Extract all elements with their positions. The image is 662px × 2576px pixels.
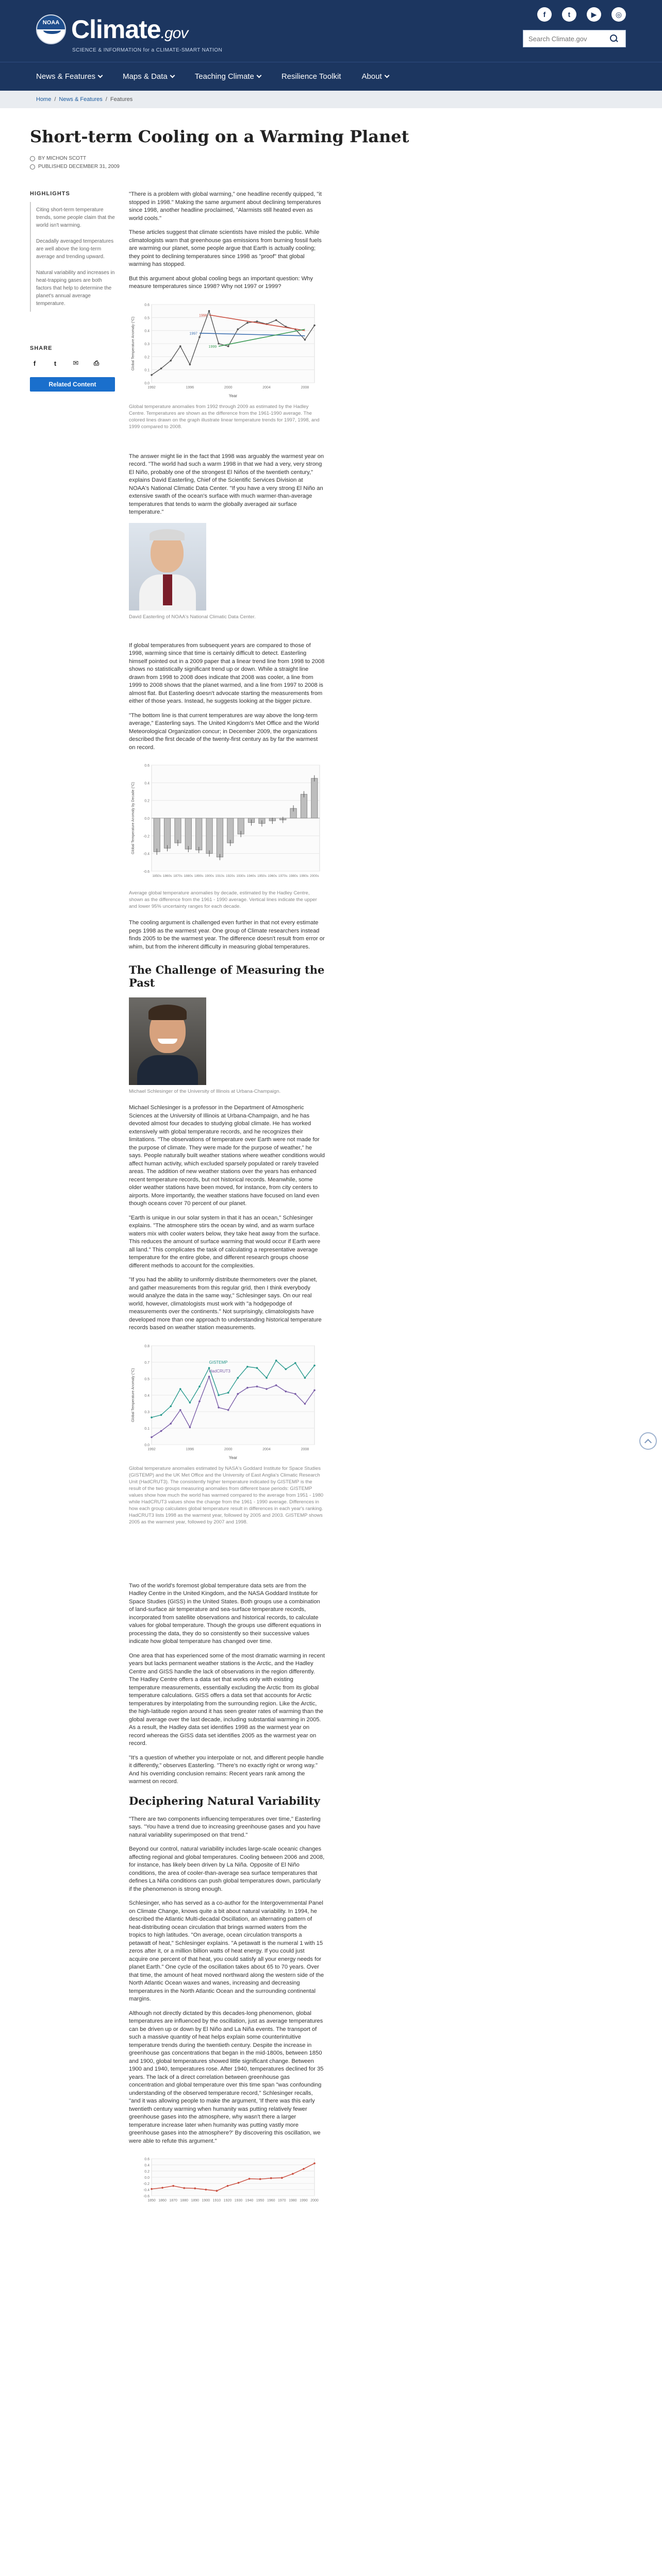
y-tick-label: 0.6 (144, 764, 150, 768)
y-tick-label: 0.6 (144, 303, 150, 307)
x-tick-label: 1996 (186, 385, 194, 389)
chart-caption-3: Global temperature anomalies estimated by NASA's Goddard Institute for Space Studies (GISTEMP) and the UK Met Office and the University of East Anglia's Climatic Research Unit (HadCRUT3). The consistently higher temperature indicated by GISTEMP is the result of the two groups measuring anomalies from different base periods: GISTEMP values show how much the world has warmed compared to the average from 1951 - 1980 while HadCRUT3 values show the change from the 1961 - 1990 average. Differences in how each group calculates global temperature result in differences in each year's ranking. HadCRUT3 lists 1998 as the warmest year, followed by 2005 and 2003. GISTEMP shows 2005 as the warmest year, followed by 2007 and 1998. (129, 1465, 324, 1525)
x-tick-label: 1870 (169, 2199, 177, 2202)
twitter-icon[interactable]: t (562, 7, 576, 22)
highlight-item: Decadally averaged temperatures are well above the long-term average and trending upward. (30, 233, 115, 265)
y-axis-label: Global Temperature Anomaly (°C) (131, 1368, 135, 1422)
highlight-item: Citing short-term temperature trends, some people claim that the world isn't warming. (30, 202, 115, 233)
data-point (170, 1405, 172, 1407)
x-tick-label: 1990s (299, 874, 309, 878)
series-label: HadCRUT3 (209, 1368, 230, 1374)
x-tick-label: 2000 (224, 385, 233, 389)
bar (164, 818, 170, 848)
x-tick-label: 1910s (215, 874, 225, 878)
share-heading: SHARE (30, 345, 53, 351)
x-tick-label: 1992 (147, 1447, 156, 1451)
data-point (246, 321, 249, 324)
y-tick-label: 0.4 (144, 1394, 150, 1398)
chevron-down-icon (384, 73, 389, 78)
chart-century-trend (129, 2151, 325, 2213)
nav-item-3[interactable]: Resilience Toolkit (281, 72, 341, 81)
y-tick-label: 0.0 (144, 381, 150, 385)
x-tick-label: 1860 (158, 2199, 167, 2202)
x-tick-label: 1970s (278, 874, 288, 878)
paragraph-group (129, 191, 325, 291)
noaa-seal-icon (36, 14, 66, 44)
chart-caption-2: Average global temperature anomalies by decade, estimated by the Hadley Centre, shown as the difference from the 1961 - 1990 average. Vertical lines indicate the upper and lower 95% uncertainty ranges for each decade. (129, 890, 317, 909)
x-tick-label: 1930s (236, 874, 246, 878)
x-tick-label: 1880s (184, 874, 193, 878)
x-tick-label: 2000 (310, 2199, 319, 2202)
paragraph: The answer might lie in the fact that 1998 was arguably the warmest year on record. "The world had such a warm 1998 in that we had a very, very strong El Niño, probably one of the strongest El Niños of the twentieth century," explains David Easterling, Chief of the Scientific Services Division at NOAA's National Climatic Data Center. "If you have a very strong El Niño an extensive swath of the ocean's surface with much warmer-than-average temperatures that tends to warm the globally averaged air surface temperature." (129, 453, 324, 515)
data-point (238, 2182, 240, 2184)
nav-item-2[interactable]: Teaching Climate (195, 72, 261, 81)
paragraph: Beyond our control, natural variability includes large-scale oceanic changes affecting regional and global temperatures. Cooling between 2006 and 2008, for instance, has likely been driven by La Niña. Opposite of El Niño conditions, the area of cooler-than-average sea surface temperatures that defines La Niña conditions can push global temperatures down, particularly if the phenomenon is strong enough. (129, 1846, 325, 1892)
data-point (189, 1426, 191, 1428)
data-point (249, 2178, 251, 2180)
highlights (30, 191, 115, 312)
chevron-down-icon (98, 73, 103, 78)
x-tick-label: 1960s (268, 874, 277, 878)
nav-item-1[interactable]: Maps & Data (123, 72, 174, 81)
data-point (294, 1362, 296, 1364)
x-tick-label: 1880 (180, 2199, 188, 2202)
paragraph: "Earth is unique in our solar system in that it has an ocean," Schlesinger explains. "The atmosphere stirs the ocean by wind, and as warm surface waters mix with cooler waters below, they take heat away from the surface. This reduces the amount of surface warming that would occur if Earth were all land." This complicates the task of calculating a representative average temperature for the entire globe, and different research groups choose different methods to account for the complexities. (129, 1214, 321, 1269)
data-point (313, 1389, 316, 1391)
nav-item-4[interactable]: About (361, 72, 388, 81)
y-tick-label: 0.7 (144, 1361, 150, 1365)
data-point (151, 374, 153, 376)
y-tick-label: 0.2 (144, 355, 150, 359)
data-point (151, 2188, 153, 2190)
logo-wordmark: Climate.gov (71, 15, 188, 44)
data-point (256, 1385, 258, 1387)
paragraph: "There are two components influencing temperatures over time," Easterling says. "You have a trend due to increasing greenhouse gases and you have natural variability superimposed on that trend." (129, 1816, 321, 1838)
paragraph: These articles suggest that climate scientists have misled the public. While climatologists warn that greenhouse gas emissions from burning fossil fuels are warming our planet, some people argue that Earth is actually cooling; they point to declining temperatures since 1998 as "proof" that global warming has stopped. (129, 229, 322, 267)
y-tick-label: 0.1 (144, 368, 150, 372)
y-tick-label: 0.3 (144, 342, 150, 346)
data-point (218, 1394, 220, 1396)
trend-line-label: 1997 (189, 332, 197, 336)
paragraph: But this argument about global cooling begs an important question: Why measure temperatures since 1998? Why not 1997 or 1999? (129, 275, 313, 290)
photo-schlesinger (129, 997, 206, 1085)
data-point (208, 1376, 210, 1378)
x-tick-label: 1992 (147, 385, 156, 389)
data-point (285, 1368, 287, 1370)
paragraph-group (129, 642, 325, 752)
print-icon[interactable]: ⎙ (93, 359, 100, 367)
related-content-button[interactable]: Related Content (30, 377, 115, 392)
paragraph-group (129, 1582, 325, 1786)
y-tick-label: 0.6 (144, 2158, 150, 2161)
data-point (237, 1393, 239, 1395)
instagram-icon[interactable]: ◎ (611, 7, 626, 22)
scroll-to-top-button[interactable] (639, 1432, 657, 1450)
data-point (256, 1367, 258, 1369)
x-tick-label: 1910 (212, 2199, 221, 2202)
y-tick-label: 0.3 (144, 1410, 150, 1414)
x-tick-label: 1980s (289, 874, 298, 878)
breadcrumb-news[interactable]: News & Features (59, 96, 103, 103)
bar (301, 794, 307, 818)
bar (196, 818, 202, 850)
search-icon[interactable] (610, 35, 618, 43)
paragraph: Although not directly dictated by this decades-long phenomenon, global temperatures are influenced by the oscillation, just as average temperatures can be driven up or down by El Niño and La Niña events. The transport of such a massive quantity of heat helps explain some counterintuitive temperature trends during the twentieth century. Despite the increase in greenhouse gas concentrations that began in the mid-1800s, between 1850 and 1900, global temperatures showed little significant change. Between 1900 and 1940, temperatures rose. After 1940, temperatures declined for 35 years. The lack of a direct correlation between greenhouse gas concentration and global temperature over this time span "was confounding understanding of the observed temperature record," Schlesinger recalls, "and it was allowing people to make the argument, 'If there was this early twentieth century warming when humanity was putting relatively fewer greenhouse gases into the atmosphere, why wasn't there a larger temperature increase later when humanity was putting vastly more greenhouse gases into the atmosphere?' By discovering this oscillation, we were able to refute this argument." (129, 2010, 324, 2144)
y-tick-label: -0.6 (143, 2195, 150, 2198)
y-tick-label: 0.2 (144, 799, 150, 803)
bar (185, 818, 191, 849)
y-tick-label: 0.2 (144, 2170, 150, 2174)
x-tick-label: 1940 (245, 2199, 254, 2202)
x-tick-label: 2008 (301, 385, 309, 389)
data-point (198, 1400, 201, 1402)
section-heading-variability: Deciphering Natural Variability (129, 1794, 320, 1807)
paragraph: "It's a question of whether you interpolate or not, and different people handle it differently," observes Easterling. "There's no exactly right or wrong way." And his overriding conclusion remains: Recent years rank among the warmest on record. (129, 1754, 324, 1785)
x-tick-label: 1900 (202, 2199, 210, 2202)
data-point (208, 310, 210, 312)
y-tick-label: 0.0 (144, 2176, 150, 2180)
noaa-seal-text: NOAA (42, 20, 60, 26)
x-tick-label: 1850s (152, 874, 162, 878)
page-title: Short-term Cooling on a Warming Planet (30, 127, 409, 146)
x-tick-label: 1970 (278, 2199, 286, 2202)
page-content (0, 108, 662, 2576)
x-tick-label: 1950 (256, 2199, 264, 2202)
paragraph: The cooling argument is challenged even further in that not every estimate pegs 1998 as the warmest year. One group of Climate researchers instead finds 2005 to be the warmest year. The difference doesn't result from error or whim, but from the inherent difficulty in measuring global temperatures. (129, 920, 325, 950)
nav-item-0[interactable]: News & Features (36, 72, 102, 81)
x-tick-label: 2004 (262, 1447, 271, 1451)
trend-line-label: 1998 (198, 313, 207, 317)
published-date: PUBLISHED DECEMBER 31, 2009 (30, 164, 120, 170)
x-tick-label: 1890 (191, 2199, 200, 2202)
data-point (179, 1388, 181, 1390)
data-point (246, 1366, 249, 1368)
data-point (189, 1401, 191, 1403)
data-point (198, 336, 201, 338)
y-tick-label: 0.4 (144, 2164, 150, 2167)
x-tick-label: 1950s (257, 874, 267, 878)
data-point (227, 1409, 229, 1411)
y-tick-label: -0.4 (143, 852, 150, 856)
x-tick-label: 1930 (234, 2199, 243, 2202)
data-point (151, 1416, 153, 1418)
data-point (237, 328, 239, 330)
chart-caption-1: Global temperature anomalies from 1992 through 2009 as estimated by the Hadley Centre. Temperatures are shown as the difference from the 1961-1990 average. The colored lines drawn on the graph illustrate linear temperature trends for 1997, 1998, and 1999 compared to 2008. (129, 403, 320, 430)
highlights-heading: HIGHLIGHTS (30, 191, 70, 197)
x-axis-label: Year (228, 393, 238, 398)
breadcrumb: Home / News & Features / Features (0, 91, 662, 108)
paragraph: "The bottom line is that current temperatures are way above the long-term average," Easterling says. The United Kingdom's Met Office and the World Meteorological Organization concur; in December 2009, the organizations described the first decade of the twenty-first century as by far the warmest on record. (129, 712, 319, 751)
paragraph: "There is a problem with global warming," one headline recently quipped, "it stopped in 1998." Making the same argument about declining temperatures since 1998, another headline proclaimed, "Alarmists still heated even as world cools." (129, 191, 322, 222)
main-nav (0, 62, 662, 91)
chart-gistemp-hadcrut3 (129, 1338, 325, 1462)
bar (311, 778, 318, 818)
data-point (160, 1414, 162, 1416)
data-point (266, 1388, 268, 1390)
y-tick-label: -0.2 (143, 2182, 150, 2186)
paragraph: "If you had the ability to uniformly distribute thermometers over the planet, and gather measurements from this regular grid, then I think everybody would analyze the data in the same way," Schlesinger says. On our real world, however, climatologists must work with "a hodgepodge of measurements over the continents." Not surprisingly, climatologists have developed more than one approach to understanding historical temperature records based on weather station measurements. (129, 1277, 322, 1331)
x-tick-label: 2000s (309, 874, 319, 878)
twitter-icon[interactable]: t (54, 359, 57, 367)
x-tick-label: 1990 (300, 2199, 308, 2202)
y-tick-label: -0.6 (143, 870, 150, 874)
data-point (227, 345, 229, 347)
paragraph-group (129, 919, 325, 951)
paragraph: One area that has experienced some of the most dramatic warming in recent years but lacks permanent weather stations is the Arctic, and the Hadley Centre and GISS handle the lack of observations in the region differently. The Hadley Centre offers a data set that works only with existing temperature measurements, essentially excluding the Arctic from its global temperature calculations. GISS offers a data set that accounts for Arctic temperatures by interpolating from the surrounding region. Like the Arctic, the high-latitude region around it has seen greater rates of warming than the global average over the last decade, including substantial warming in 2005. As a result, the Hadley data set identifies 1998 as the warmest year on record whereas the GISS data set identifies 2005 as the warmest year on record. (129, 1652, 325, 1747)
data-point (218, 1406, 220, 1409)
share-section (30, 345, 115, 392)
section-heading-measuring: The Challenge of Measuring the Past (129, 963, 325, 989)
paragraph: Schlesinger, who has served as a co-author for the Intergovernmental Panel on Climate Change, knows quite a bit about natural variability. In 1994, he described the Atlantic Multi-decadal Oscillation, an alternating pattern of heat-distributing ocean circulation that brings warmed waters from the tropics to high latitudes. "On average, ocean circulation transports a petawatt of heat," Schlesinger explains. "A petawatt is the numeral 1 with 15 zeros after it, or a million billion watts of heat energy. If you could just acquire one percent of that heat, you could satisfy all your energy needs for planet Earth." One cycle of the oscillation takes about 65 to 70 years. Over that time, the amount of heat moved northward along the western side of the North Atlantic Ocean waxes and wanes, increasing and decreasing temperatures in the North Atlantic Ocean and the surrounding continental margins. (129, 1900, 324, 2002)
data-point (275, 1360, 277, 1362)
site-header (0, 0, 662, 62)
y-tick-label: 0.1 (144, 1427, 150, 1431)
bar (206, 818, 212, 854)
user-icon (30, 156, 35, 161)
youtube-icon[interactable]: ▶ (587, 7, 601, 22)
data-point (194, 2188, 196, 2190)
data-point (160, 1430, 162, 1432)
y-tick-label: 0.5 (144, 316, 150, 320)
paragraph-group (129, 1104, 325, 1332)
x-tick-label: 1996 (186, 1447, 194, 1451)
x-tick-label: 2004 (262, 385, 271, 389)
x-tick-label: 1860s (162, 874, 172, 878)
x-tick-label: 1920s (225, 874, 235, 878)
y-tick-label: -0.4 (143, 2189, 150, 2192)
paragraph: If global temperatures from subsequent years are compared to those of 1998, warming since that time is certainly difficult to detect. Easterling himself pointed out in a 2009 paper that a linear trend line from 1998 to 2008 shows no statistically significant trend up or down. While a straight line drawn from 1998 to 2008 does indicate that 2008 was cooler, a line from 1999 to 2008 shows that the planet warmed, and a line from 1997 to 2008 is almost flat. But Easterling doesn't advocate starting the measurements from either of those years. Instead, he suggests looking at the bigger picture. (129, 642, 325, 704)
data-point (218, 343, 220, 345)
data-point (170, 1422, 172, 1425)
photo-easterling (129, 523, 206, 611)
y-tick-label: 0.4 (144, 782, 150, 786)
y-tick-label: 0.8 (144, 1344, 150, 1348)
x-tick-label: 1890s (194, 874, 204, 878)
data-point (198, 1385, 201, 1387)
email-icon[interactable]: ✉ (73, 359, 79, 367)
x-tick-label: 1850 (147, 2199, 156, 2202)
logo-tagline: SCIENCE & INFORMATION for a CLIMATE-SMART NATION (72, 47, 223, 53)
highlights-list (30, 202, 115, 312)
paragraph-group (129, 1816, 325, 2146)
share-icons (30, 359, 115, 368)
data-point (227, 1392, 229, 1394)
chart-decadal-anomalies (129, 758, 325, 887)
data-point (237, 1377, 239, 1379)
facebook-icon[interactable]: f (537, 7, 552, 22)
data-point (313, 1364, 316, 1366)
data-point (304, 1377, 306, 1379)
x-tick-label: 1940s (246, 874, 256, 878)
data-point (304, 338, 306, 341)
x-tick-label: 1900s (205, 874, 214, 878)
chevron-down-icon (170, 73, 175, 78)
article-body (129, 191, 325, 2213)
data-point (179, 345, 181, 347)
bar (175, 818, 181, 843)
chevron-up-icon (644, 1438, 652, 1446)
data-point (216, 2190, 218, 2192)
data-point (313, 2162, 316, 2164)
data-point (303, 2168, 305, 2170)
y-tick-label: 0.0 (144, 1443, 150, 1447)
calendar-icon (30, 164, 35, 170)
facebook-icon[interactable]: f (33, 359, 36, 367)
data-point (189, 363, 191, 365)
social-links (537, 7, 626, 22)
data-point (170, 360, 172, 362)
x-tick-label: 2000 (224, 1447, 233, 1451)
bar (217, 818, 223, 857)
data-point (275, 1384, 277, 1386)
y-axis-label: Global Temperature Anomaly by Decade (°C) (131, 782, 135, 855)
data-point (259, 2178, 261, 2180)
bar (227, 818, 234, 843)
data-point (270, 2177, 272, 2179)
data-point (304, 1403, 306, 1405)
data-point (151, 1436, 153, 1438)
y-tick-label: 0.4 (144, 329, 150, 333)
data-point (313, 324, 316, 326)
highlight-item: Natural variability and increases in heat-trapping gases are both factors that help to determine the planet's annual average temperature. (30, 265, 115, 312)
data-point (179, 1409, 181, 1411)
x-axis-label: Year (228, 1455, 238, 1460)
chevron-down-icon (256, 73, 261, 78)
data-point (246, 1386, 249, 1388)
paragraph-group (129, 453, 325, 517)
x-tick-label: 2008 (301, 1447, 309, 1451)
chart-trend-1992-2009 (129, 297, 325, 400)
data-point (281, 2177, 283, 2179)
data-point (227, 2185, 229, 2187)
data-point (161, 2187, 163, 2189)
paragraph: Michael Schlesinger is a professor in the Department of Atmospheric Sciences at the University of Illinois at Urbana-Champaign, and he has devoted almost four decades to studying global climate. He has worked extensively with global temperature records, and he recognizes their limitations. "The observations of temperature over Earth were not made for the purpose of climate. They were made for the purpose of weather," he says. People naturally built weather stations where weather conditions would affect human activity, which excluded sparsely populated or rarely traveled areas. The addition of new weather stations over the years has enhanced recent temperature records, but not historical records. Meanwhile, some older weather stations have been moved, for instance, from city centers to airports. More importantly, the weather stations have focused on land even though oceans cover 70 percent of our planet. (129, 1105, 325, 1207)
data-point (205, 2189, 207, 2191)
site-logo[interactable] (36, 14, 188, 44)
byline: BY MICHON SCOTT (30, 156, 86, 161)
photo-caption-2: Michael Schlesinger of the University of Illinois at Urbana-Champaign. (129, 1089, 281, 1094)
paragraph: Two of the world's foremost global temperature data sets are from the Hadley Centre in the United Kingdom, and the NASA Goddard Institute for Space Studies (GISS) in the United States. Both groups use a combination of land-surface air temperature and sea-surface temperature records, incorporated from satellite observations and historical records, to calculate values for global temperature. Though the groups use different equations in processing the data, they do so consistently so their successive values indicate how global temperature has changed over time. (129, 1582, 321, 1645)
x-tick-label: 1980 (289, 2199, 297, 2202)
bar (154, 818, 160, 852)
data-point (294, 1393, 296, 1395)
photo-caption-1: David Easterling of NOAA's National Climatic Data Center. (129, 614, 256, 620)
y-tick-label: -0.2 (143, 835, 150, 839)
data-point (183, 2187, 185, 2189)
data-point (285, 1391, 287, 1393)
x-tick-label: 1920 (223, 2199, 232, 2202)
search-box (523, 30, 626, 47)
search-input[interactable] (523, 30, 606, 47)
y-axis-label: Global Temperature Anomaly (°C) (131, 316, 135, 370)
data-point (160, 367, 162, 369)
trend-line-label: 1999 (208, 345, 217, 349)
series-label: GISTEMP (209, 1360, 228, 1365)
data-point (275, 319, 277, 321)
data-point (172, 2185, 174, 2187)
data-point (266, 1377, 268, 1379)
data-point (292, 2173, 294, 2175)
breadcrumb-current: Features (110, 96, 133, 103)
y-tick-label: 0.0 (144, 817, 150, 821)
breadcrumb-home[interactable]: Home (36, 96, 52, 103)
x-tick-label: 1960 (267, 2199, 275, 2202)
data-point (256, 320, 258, 323)
y-tick-label: 0.5 (144, 1377, 150, 1381)
x-tick-label: 1870s (173, 874, 183, 878)
